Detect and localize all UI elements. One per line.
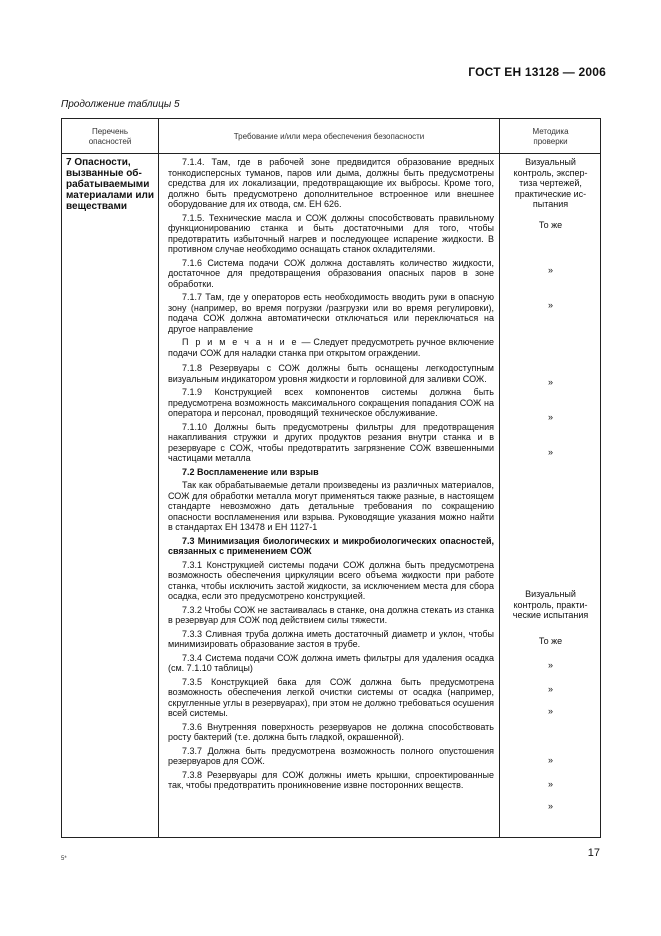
requirement-item: 7.3.6 Внутренняя поверхность резервуаров не должна способствовать росту бактерий (т.е. должна быть гладкой, окрашенной). [168,721,494,742]
hazard-group-title: 7 Опасности, вызванные об- рабатываемыми материалами или веществами [66,157,154,212]
method-cell: » [547,265,553,275]
method-cell: То же [538,220,563,230]
requirement-item: 7.3.8 Резервуары для СОЖ должны иметь крышки, спроектированные так, чтобы предотвратить проникновение извне посторонних веществ. [168,769,494,790]
standard-header: ГОСТ ЕН 13128 — 2006 [468,65,606,79]
note-label: П р и м е ч а н и е [182,337,299,347]
requirement-item: 7.3.1 Конструкцией системы подачи СОЖ должна быть предусмотрена возможность обеспечения циркуляции всего объема жидкости при работе станка, чтобы исключить застой жидкости, за исключением места для сбора осадка, если это предусмотрено конструкцией. [168,559,494,601]
requirement-item: 7.1.5. Технические масла и СОЖ должны способствовать правильному функционированию станка и быть достаточными для того, чтобы предотвратить избыточный нагрев и последующее испарение жидкости. В противном случае необходимо оснащать станок охладителями. [168,212,494,254]
requirement-item: 7.3.3 Сливная труба должна иметь достаточный диаметр и уклон, чтобы минимизировать образование застоя в трубе. [168,628,494,649]
method-cell: » [547,377,553,387]
method-cell: Визуальный контроль, практи- ческие испытания [512,589,589,620]
section-heading: 7.2 Воспламенение или взрыв [182,466,319,477]
requirements-column [168,157,494,794]
requirement-item: 7.3.4 Система подачи СОЖ должна иметь фильтры для удаления осадка (см. 7.1.10 таблицы) [168,652,494,673]
column-header-methods: Методика проверки [532,127,569,146]
method-cell: » [547,684,553,694]
method-cell: » [547,779,553,789]
method-cell: » [547,412,553,422]
hazard-table [61,118,601,838]
column-header-hazards: Перечень опасностей [88,127,132,146]
method-cell: » [547,300,553,310]
requirement-item: 7.1.7 Там, где у операторов есть необходимость вводить руки в опасную зону (например, во время погрузки /разгрузки или во время регулировки), подача СОЖ должна автоматически отключаться или переключаться на другое направление [168,292,494,334]
header-divider [62,153,600,154]
method-cell: » [547,801,553,811]
folio-mark: 5* [61,856,67,862]
note [168,337,494,358]
requirement-item: 7.1.8 Резервуары с СОЖ должны быть оснащены легкодоступным визуальным индикатором уровня жидкости и горловиной для заливки СОЖ. [168,363,494,384]
note-text: — Следует предусмотреть ручное включение подачи СОЖ для наладки станка при открытом ограждении. [168,337,494,358]
requirement-item: 7.3.7 Должна быть предусмотрена возможность полного опустошения резервуаров для СОЖ. [168,745,494,766]
method-cell: » [547,660,553,670]
method-cell: То же [538,636,563,646]
requirement-item: 7.3.5 Конструкцией бака для СОЖ должна быть предусмотрена возможность обеспечения легкой очистки системы от осадка (например, скругленные углы в резервуарах), при этом не должно требоваться осушения всей системы. [168,676,494,718]
requirement-item: 7.1.9 Конструкцией всех компонентов системы должна быть предусмотрена возможность максимального сокращения попадания СОЖ на оператора и персонал, проводящий техническое обслуживание. [168,387,494,418]
page-number: 17 [587,847,600,859]
continuation-caption: Продолжение таблицы 5 [61,99,180,110]
requirement-item: 7.3.2 Чтобы СОЖ не застаивалась в станке, она должна стекать из станка в резервуар для СОЖ под действием силы тяжести. [168,604,494,625]
method-cell: Визуальный контроль, экспер- тиза чертежей, практические ис- пытания [513,157,588,209]
requirement-item: 7.1.10 Должны быть предусмотрены фильтры для предотвращения накапливания стружки и других продуктов резания внутри станка и в резервуаре с СОЖ, чтобы предотвратить загрязнение СОЖ взвешенными частицами металла [168,421,494,463]
requirement-item: 7.1.6 Система подачи СОЖ должна доставлять количество жидкости, достаточное для предотвращения образования опасных паров в зоне обработки. [168,257,494,289]
method-cell: » [547,706,553,716]
method-cell: » [547,447,553,457]
requirement-item: Так как обрабатываемые детали произведены из различных материалов, СОЖ для обработки металла могут применяться также разные, в настоящем стандарте невозможно дать детальные требования по сокращению опасности воспламенения или взрыва. Руководящие указания можно найти в стандартах ЕН 13478 и ЕН 1127-1 [168,480,494,532]
column-header-requirements: Требование и/или мера обеспечения безопасности [233,132,425,141]
method-cell: » [547,755,553,765]
column-divider [158,119,159,837]
section-heading: 7.3 Минимизация биологических и микробиологических опасностей, связанных с применением СОЖ [168,535,494,556]
requirement-item: 7.1.4. Там, где в рабочей зоне предвидится образование вредных тонкодисперсных туманов, паров или дыма, должны быть предусмотрены средства для их локализации, предотвращающие их выбросы. Кроме того, должно быть предусмотрено дополнительное встроенное или внешнее оборудование для их отвода, см. ЕН 626. [168,157,494,209]
